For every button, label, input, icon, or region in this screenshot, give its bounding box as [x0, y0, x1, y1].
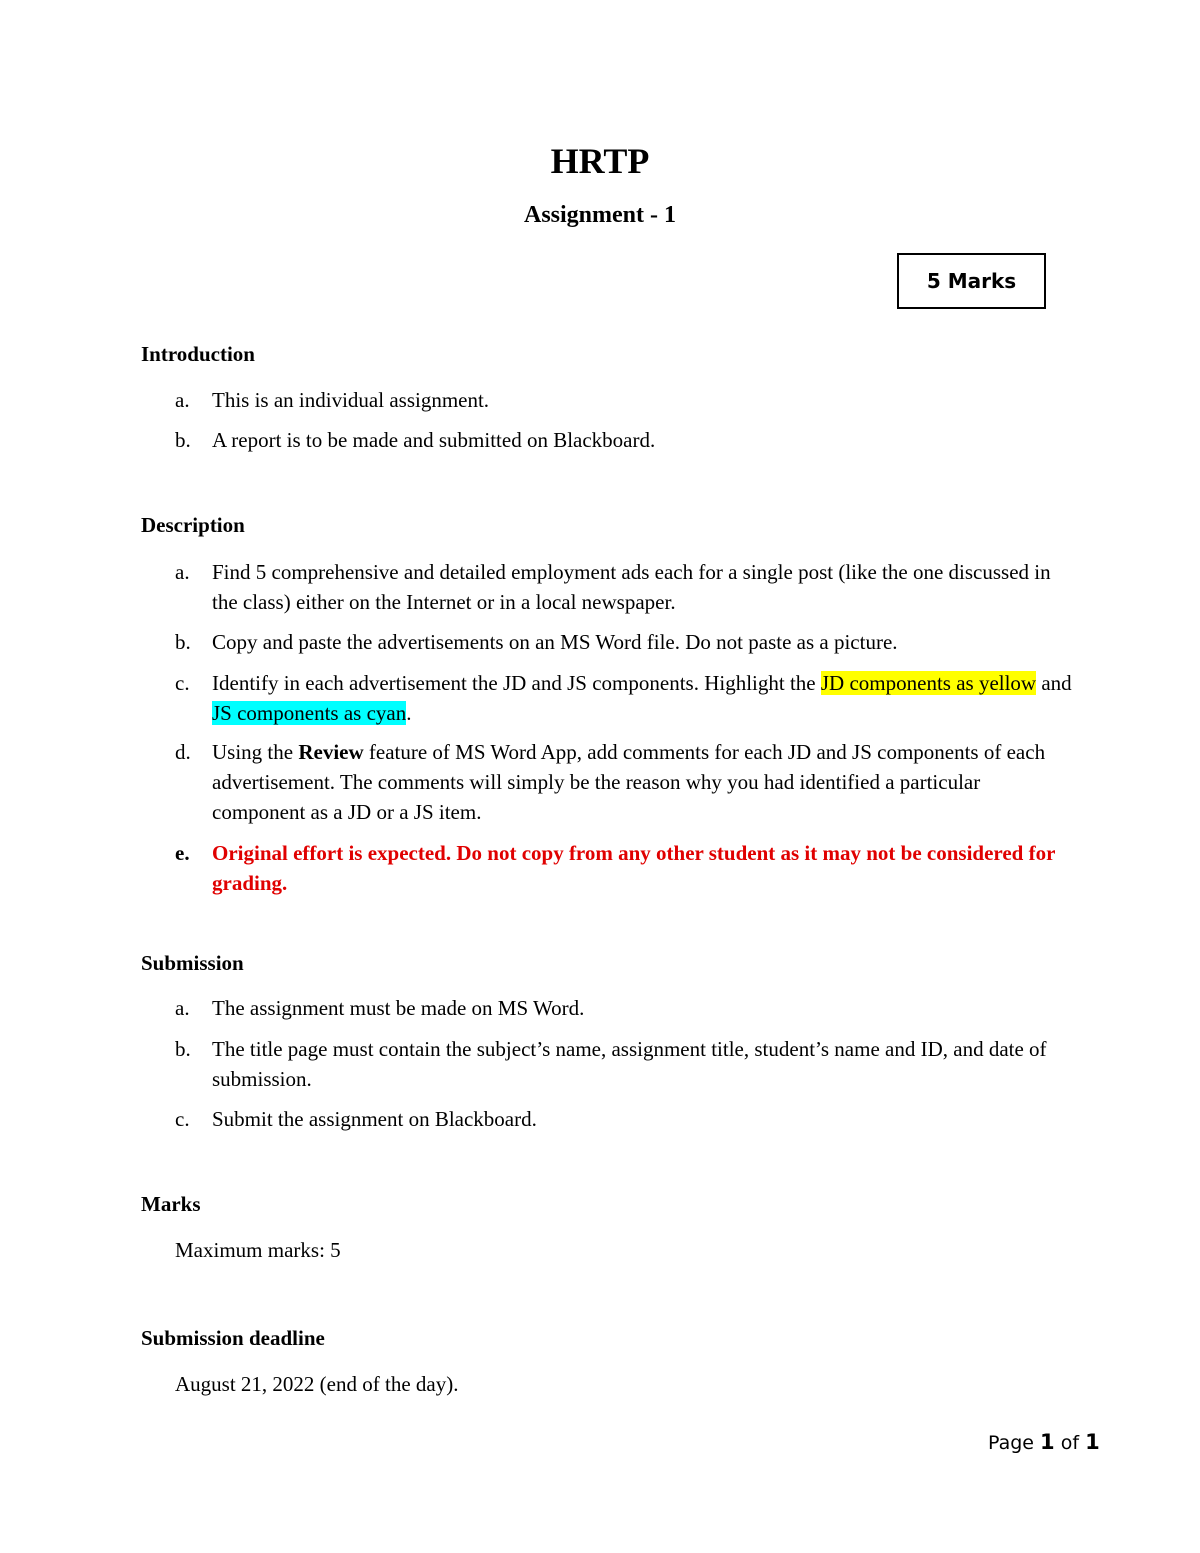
submission-item-b [175, 1034, 1075, 1094]
list-text [212, 668, 1075, 728]
warning-text: Original effort is expected. Do not copy from any other student as it may not be considered for grading. [212, 841, 1056, 895]
text-run: . [406, 701, 412, 725]
list-label: c. [175, 671, 190, 695]
list-label: a. [175, 560, 190, 584]
list-label: c. [175, 1107, 190, 1131]
current-page: 1 [1040, 1430, 1055, 1454]
deadline-text: August 21, 2022 (end of the day). [175, 1372, 459, 1396]
marks-heading: Marks [141, 1192, 201, 1216]
marks-box: 5 Marks [897, 253, 1046, 309]
list-label: e. [175, 841, 190, 865]
description-item-a [175, 557, 1075, 617]
list-label: a. [175, 996, 190, 1020]
list-text: Copy and paste the advertisements on an MS Word file. Do not paste as a picture. [212, 630, 898, 654]
total-pages: 1 [1085, 1430, 1100, 1454]
list-label: d. [175, 740, 191, 764]
document-subtitle: Assignment - 1 [523, 202, 676, 228]
list-text: Find 5 comprehensive and detailed employment ads each for a single post (like the one discussed in the class) either on the Internet or in a local newspaper. [212, 560, 1051, 614]
list-text: A report is to be made and submitted on Blackboard. [212, 428, 656, 452]
text-run: feature of MS Word App, add comments for each JD and JS components of each advertisement. The comments will simply be the reason why you had identified a particular component as a JD or a JS item. [212, 740, 1046, 824]
description-item-c [175, 668, 1075, 728]
introduction-item-a [175, 385, 1075, 415]
list-text: The assignment must be made on MS Word. [212, 996, 585, 1020]
list-label: a. [175, 388, 190, 412]
list-text: The title page must contain the subject’s name, assignment title, student’s name and ID, and date of submission. [212, 1037, 1047, 1091]
document-title: HRTP [550, 141, 650, 181]
submission-item-a [175, 993, 1075, 1023]
text-run: Using the [212, 740, 299, 764]
text-run: and [1036, 671, 1072, 695]
list-label: b. [175, 630, 191, 654]
marks-text: Maximum marks: 5 [175, 1238, 341, 1262]
description-heading: Description [141, 513, 245, 537]
deadline-heading: Submission deadline [141, 1326, 325, 1350]
description-item-e [175, 838, 1075, 898]
list-text: This is an individual assignment. [212, 388, 490, 412]
text-run: Identify in each advertisement the JD and JS components. Highlight the [212, 671, 821, 695]
of-word: of [1060, 1432, 1080, 1454]
review-bold: Review [298, 740, 364, 764]
submission-item-c [175, 1104, 1075, 1134]
page-word: Page [988, 1432, 1034, 1454]
page-number-footer [988, 1430, 1100, 1454]
introduction-heading: Introduction [141, 342, 255, 366]
introduction-item-b [175, 425, 1075, 455]
js-highlight: JS components as cyan [212, 701, 407, 725]
jd-highlight: JD components as yellow [820, 671, 1037, 695]
submission-heading: Submission [141, 951, 244, 975]
list-label: b. [175, 428, 191, 452]
description-item-d [175, 737, 1075, 827]
description-item-b [175, 627, 1075, 657]
list-text [212, 737, 1075, 827]
list-text: Submit the assignment on Blackboard. [212, 1107, 537, 1131]
list-label: b. [175, 1037, 191, 1061]
